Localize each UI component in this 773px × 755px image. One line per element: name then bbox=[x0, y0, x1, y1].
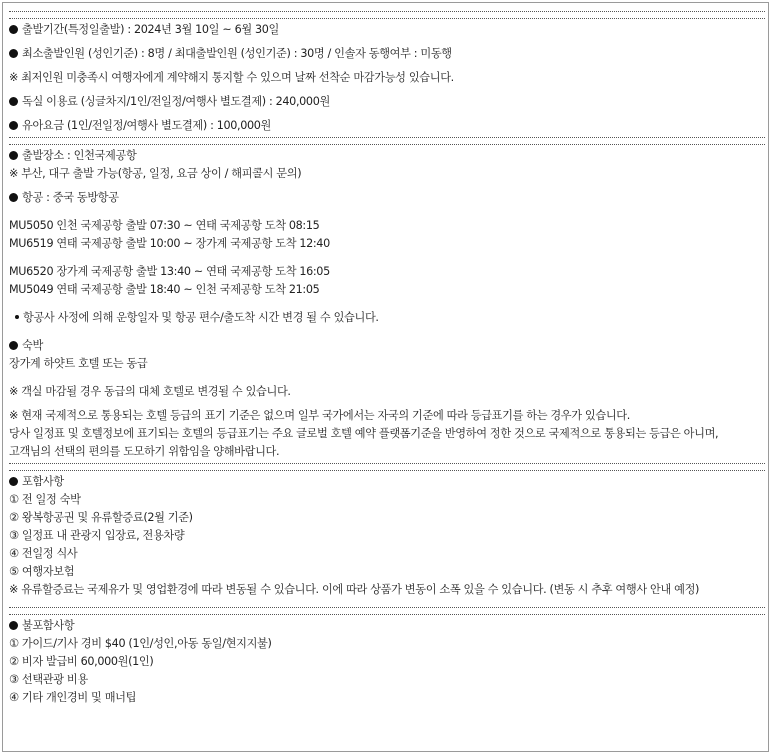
divider bbox=[9, 463, 765, 471]
min-max-text: 최소출발인원 (성인기준) : 8명 / 최대출발인원 (성인기준) : 30명 / 인솔자 동행여부 : 미동행 bbox=[22, 47, 452, 60]
included-title-line bbox=[9, 473, 768, 491]
period-line bbox=[9, 21, 768, 39]
single-charge-text: 독실 이용료 (싱글차지/1인/전일정/여행사 별도결제) : 240,000원 bbox=[22, 95, 330, 108]
travel-info-content bbox=[3, 3, 768, 707]
departure-place-line bbox=[9, 147, 768, 165]
flight-back-2: MU5049 연태 국제공항 출발 18:40 ~ 인천 국제공항 도착 21:05 bbox=[9, 283, 320, 296]
hotel-name: 장가계 하얏트 호텔 또는 동급 bbox=[9, 357, 148, 370]
airline-line bbox=[9, 189, 768, 207]
airline-note-text: 항공사 사정에 의해 운항일자 및 항공 편수/출도착 시간 변경 될 수 있습니다. bbox=[23, 311, 379, 324]
min-max-line bbox=[9, 45, 768, 63]
info-frame bbox=[2, 2, 769, 752]
infant-fee-text: 유아요금 (1인/전일정/여행사 별도결제) : 100,000원 bbox=[22, 119, 272, 132]
bullet-icon bbox=[9, 97, 18, 106]
included-item: ② 왕복항공권 및 유류할증료(2월 기준) bbox=[9, 511, 193, 524]
airline-note-line bbox=[9, 309, 768, 327]
excluded-item: ① 가이드/기사 경비 $40 (1인/성인,아동 동일/현지지불) bbox=[9, 637, 272, 650]
bullet-icon bbox=[9, 477, 18, 486]
included-note: ※ 유류할증료는 국제유가 및 영업환경에 따라 변동될 수 있습니다. 이에 따라 상품가 변동이 소폭 있을 수 있습니다. (변동 시 추후 여행사 안내 예정) bbox=[9, 583, 700, 596]
hotel-title-text: 숙박 bbox=[22, 339, 43, 352]
excluded-item: ③ 선택관광 비용 bbox=[9, 673, 88, 686]
included-item: ④ 전일정 식사 bbox=[9, 547, 78, 560]
bullet-icon bbox=[9, 25, 18, 34]
bullet-icon bbox=[9, 151, 18, 160]
hotel-note-1: ※ 객실 마감될 경우 동급의 대체 호텔로 변경될 수 있습니다. bbox=[9, 385, 291, 398]
excluded-title-line bbox=[9, 617, 768, 635]
hotel-note-2: ※ 현재 국제적으로 통용되는 호텔 등급의 표기 기준은 없으며 일부 국가에서는 자국의 기준에 따라 등급표기를 하는 경우가 있습니다. bbox=[9, 409, 630, 422]
excluded-title-text: 불포함사항 bbox=[22, 619, 75, 632]
hotel-title-line bbox=[9, 337, 768, 355]
flight-out-2: MU6519 연태 국제공항 출발 10:00 ~ 장가계 국제공항 도착 12:40 bbox=[9, 237, 330, 250]
departure-place-text: 출발장소 : 인천국제공항 bbox=[22, 149, 137, 162]
infant-fee-line bbox=[9, 117, 768, 135]
airline-text: 항공 : 중국 동방항공 bbox=[22, 191, 119, 204]
bullet-icon bbox=[9, 193, 18, 202]
hotel-note-3: 당사 일정표 및 호텔정보에 표기되는 호텔의 등급표기는 주요 글로벌 호텔 예약 플랫폼기준을 반영하여 정한 것으로 국제적으로 통용되는 등급은 아니며, bbox=[9, 427, 719, 440]
period-text: 출발기간(특정일출발) : 2024년 3월 10일 ~ 6월 30일 bbox=[22, 23, 279, 36]
hotel-note-4: 고객님의 선택의 편의를 도모하기 위함임을 양해바랍니다. bbox=[9, 445, 280, 458]
excluded-item: ② 비자 발급비 60,000원(1인) bbox=[9, 655, 154, 668]
bullet-icon bbox=[9, 49, 18, 58]
flight-out-1: MU5050 인천 국제공항 출발 07:30 ~ 연태 국제공항 도착 08:15 bbox=[9, 219, 320, 232]
bullet-icon bbox=[9, 341, 18, 350]
bullet-icon bbox=[9, 121, 18, 130]
bullet-icon bbox=[9, 621, 18, 630]
excluded-item: ④ 기타 개인경비 및 매너팁 bbox=[9, 691, 137, 704]
flight-back-1: MU6520 장가계 국제공항 출발 13:40 ~ 연태 국제공항 도착 16:05 bbox=[9, 265, 330, 278]
single-charge-line bbox=[9, 93, 768, 111]
divider bbox=[9, 11, 765, 19]
departure-place-note: ※ 부산, 대구 출발 가능(항공, 일정, 요금 상이 / 해피콜시 문의) bbox=[9, 167, 302, 180]
divider bbox=[9, 137, 765, 145]
divider bbox=[9, 607, 765, 615]
included-item: ⑤ 여행자보험 bbox=[9, 565, 75, 578]
included-item: ③ 일정표 내 관광지 입장료, 전용차량 bbox=[9, 529, 185, 542]
included-item: ① 전 일정 숙박 bbox=[9, 493, 81, 506]
min-note-line: ※ 최저인원 미충족시 여행자에게 계약해지 통지할 수 있으며 날짜 선착순 마감가능성 있습니다. bbox=[9, 71, 454, 84]
included-title-text: 포함사항 bbox=[22, 475, 64, 488]
small-bullet-icon bbox=[15, 315, 19, 319]
